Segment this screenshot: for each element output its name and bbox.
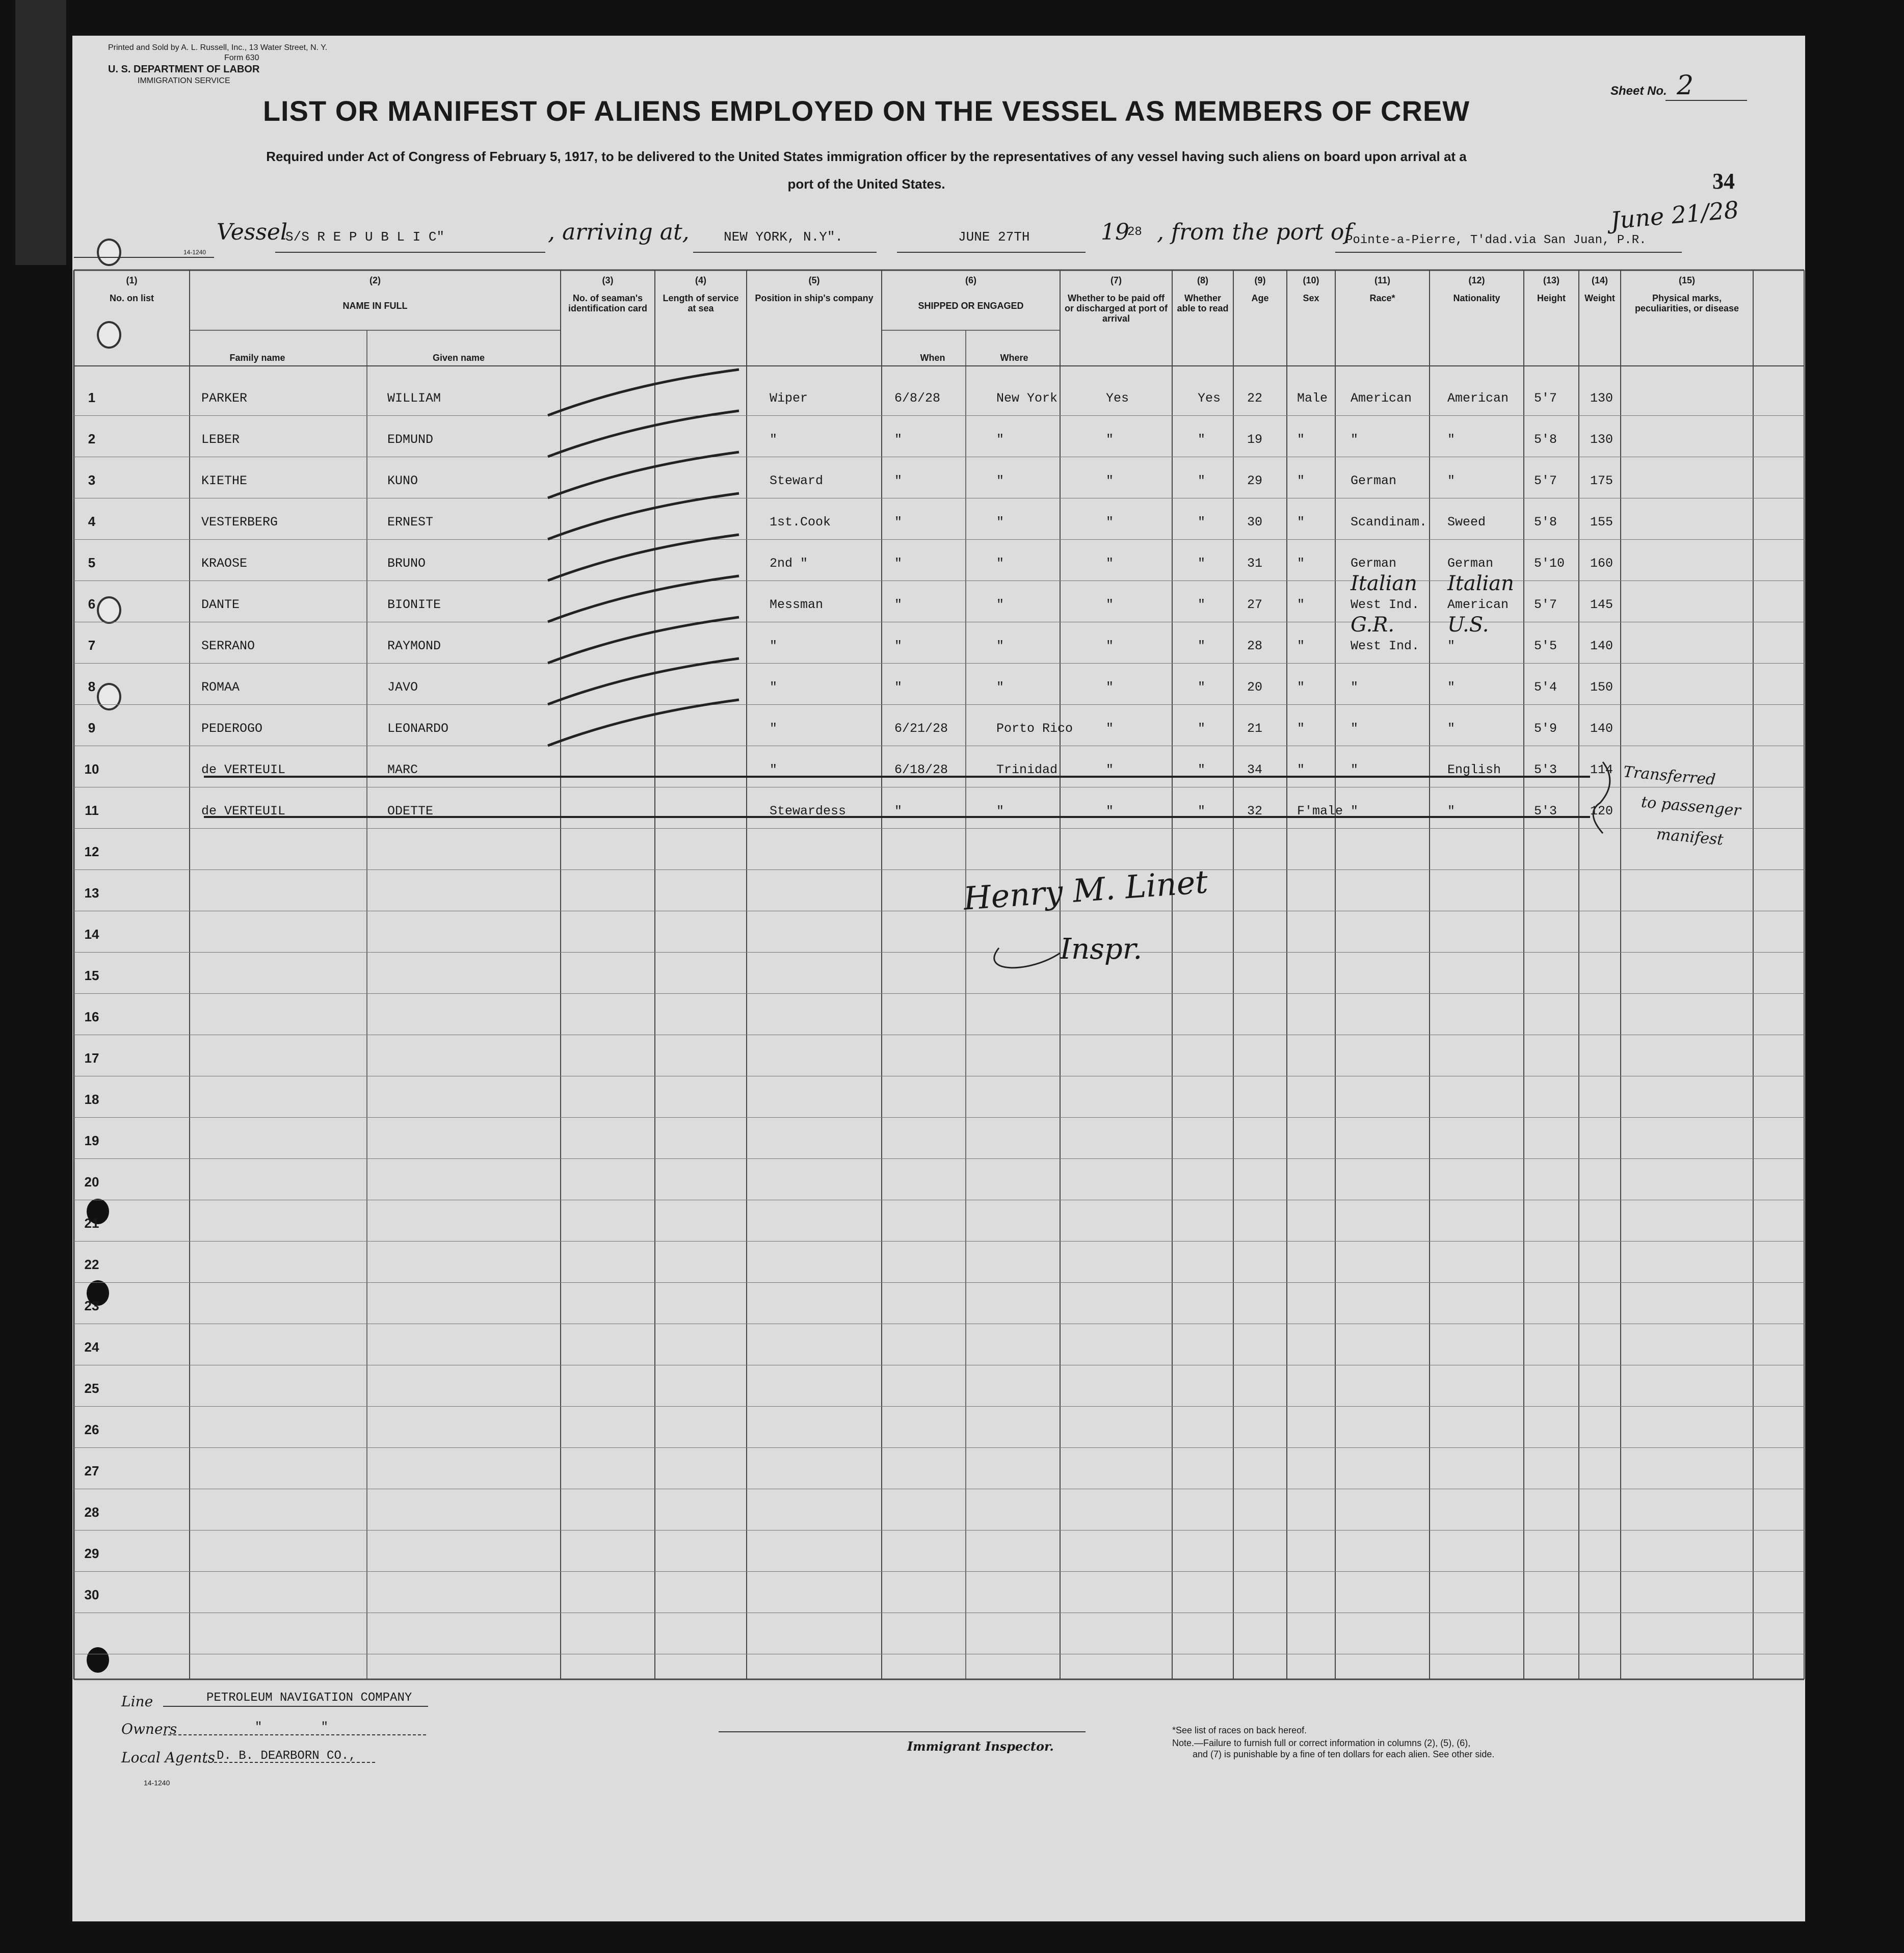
owners-value: " " <box>255 1721 329 1734</box>
cell-where: New York <box>996 391 1058 406</box>
cell-nationality: " <box>1447 680 1456 695</box>
row-number: 29 <box>84 1546 99 1561</box>
cell-race: American <box>1351 391 1412 406</box>
cell-when: " <box>894 556 903 571</box>
cell-family: PEDEROGO <box>201 721 263 736</box>
cell-given: WILLIAM <box>387 391 441 406</box>
cell-nationality: Sweed <box>1447 515 1486 530</box>
cell-weight: 140 <box>1590 639 1614 653</box>
cell-paid: " <box>1106 597 1114 612</box>
cell-age: 20 <box>1247 680 1263 695</box>
cell-position: " <box>770 680 778 695</box>
subhead-when: When <box>920 353 945 363</box>
cell-age: 19 <box>1247 432 1263 447</box>
cell-read: " <box>1198 680 1206 695</box>
column-header: Whether to be paid off or discharged at port of arrival <box>1064 293 1168 324</box>
row-number: 25 <box>84 1381 99 1396</box>
cell-height: 5'3 <box>1534 804 1557 819</box>
cell-read: " <box>1198 473 1206 488</box>
subtitle-line-1: Required under Act of Congress of February 5, 1917, to be delivered to the United States immigration officer by the representatives of any vessel having such aliens on board upon arrival at a <box>266 149 1467 164</box>
row-number: 3 <box>88 472 96 488</box>
cell-paid: " <box>1106 432 1114 447</box>
column-number: (9) <box>1254 275 1266 285</box>
row-number: 21 <box>84 1216 99 1231</box>
cell-paid: " <box>1106 556 1114 571</box>
row-number: 27 <box>84 1463 99 1479</box>
cell-height: 5'3 <box>1534 762 1557 777</box>
cell-family: LEBER <box>201 432 240 447</box>
cell-position: Steward <box>770 473 824 488</box>
column-header: Physical marks, peculiarities, or disease <box>1634 293 1739 313</box>
cell-where: " <box>996 432 1004 447</box>
subhead-family: Family name <box>229 353 285 363</box>
row-number: 15 <box>84 968 99 983</box>
row-number: 30 <box>84 1587 99 1602</box>
column-number: (12) <box>1468 275 1485 285</box>
cell-height: 5'7 <box>1534 391 1557 406</box>
cell-age: 22 <box>1247 391 1263 406</box>
cell-race: German <box>1351 473 1397 488</box>
column-header: Length of service at sea <box>663 293 739 313</box>
agents-value: D. B. DEARBORN CO., <box>217 1749 356 1763</box>
cell-given: EDMUND <box>387 432 434 447</box>
page-number: 34 <box>1712 169 1735 194</box>
inspector-label: Immigrant Inspector. <box>907 1739 1054 1754</box>
form-number: Form 630 <box>224 54 259 62</box>
cell-given: LEONARDO <box>387 721 449 736</box>
cell-where: " <box>996 515 1004 530</box>
cell-age: 28 <box>1247 639 1263 653</box>
column-number: (7) <box>1110 275 1122 285</box>
handwritten-correction: Italian <box>1351 572 1417 595</box>
cell-weight: 114 <box>1590 762 1614 777</box>
column-number: (13) <box>1543 275 1559 285</box>
row-number: 20 <box>84 1174 99 1190</box>
cell-height: 5'8 <box>1534 432 1557 447</box>
cell-age: 29 <box>1247 473 1263 488</box>
column-number: (3) <box>602 275 614 285</box>
column-number: (10) <box>1303 275 1319 285</box>
cell-when: " <box>894 473 903 488</box>
cell-paid: " <box>1106 473 1114 488</box>
cell-family: PARKER <box>201 391 248 406</box>
cell-paid: " <box>1106 639 1114 653</box>
cell-position: " <box>770 721 778 736</box>
cell-when: " <box>894 639 903 653</box>
cell-race: West Ind. <box>1351 597 1420 612</box>
column-header: SHIPPED OR ENGAGED <box>918 301 1024 311</box>
vessel-name: S/S R E P U B L I C" <box>285 229 445 245</box>
column-number: (14) <box>1591 275 1608 285</box>
line-value: PETROLEUM NAVIGATION COMPANY <box>206 1691 412 1705</box>
cell-age: 30 <box>1247 515 1263 530</box>
department: U. S. DEPARTMENT OF LABOR <box>108 64 260 75</box>
cell-read: " <box>1198 721 1206 736</box>
cell-given: KUNO <box>387 473 418 488</box>
row-number: 12 <box>84 844 99 859</box>
column-header: Whether able to read <box>1177 293 1229 313</box>
row-number: 11 <box>85 803 99 818</box>
subhead-given: Given name <box>432 353 485 363</box>
page-title: LIST OR MANIFEST OF ALIENS EMPLOYED ON THE VESSEL AS MEMBERS OF CREW <box>262 95 1470 127</box>
column-number: (1) <box>126 275 138 285</box>
from-label: , from the port of <box>1157 219 1353 245</box>
cell-sex: " <box>1297 639 1305 653</box>
cell-given: BRUNO <box>387 556 426 571</box>
cell-read: " <box>1198 804 1206 819</box>
cell-height: 5'4 <box>1534 680 1557 695</box>
cell-sex: " <box>1297 721 1305 736</box>
cell-where: " <box>996 804 1004 819</box>
column-header: No. of seaman's identification card <box>568 293 648 313</box>
row-number: 6 <box>88 596 96 612</box>
column-number: (6) <box>965 275 976 285</box>
cell-height: 5'5 <box>1534 639 1557 653</box>
cell-age: 27 <box>1247 597 1263 612</box>
cell-weight: 120 <box>1590 804 1614 819</box>
cell-position: " <box>770 762 778 777</box>
cell-nationality: American <box>1447 597 1509 612</box>
cell-family: VESTERBERG <box>201 515 278 530</box>
cell-given: MARC <box>387 762 418 777</box>
row-number: 10 <box>84 761 99 777</box>
arriving-label: , arriving at, <box>548 219 690 245</box>
row-number: 5 <box>88 555 96 570</box>
cell-paid: " <box>1106 515 1114 530</box>
cell-given: BIONITE <box>387 597 441 612</box>
column-number: (11) <box>1374 275 1391 285</box>
cell-when: " <box>894 804 903 819</box>
subtitle-line-2: port of the United States. <box>787 176 945 192</box>
row-number: 28 <box>84 1505 99 1520</box>
cell-nationality: English <box>1447 762 1501 777</box>
column-number: (2) <box>369 275 381 285</box>
cell-paid: Yes <box>1106 391 1129 406</box>
cell-where: Trinidad <box>996 762 1058 777</box>
cell-weight: 130 <box>1590 432 1614 447</box>
row-number: 22 <box>84 1257 99 1272</box>
handwritten-correction: G.R. <box>1351 613 1395 637</box>
cell-height: 5'8 <box>1534 515 1557 530</box>
row-number: 9 <box>88 720 96 735</box>
cell-paid: " <box>1106 762 1114 777</box>
arrival-date: JUNE 27TH <box>958 229 1030 245</box>
column-header: NAME IN FULL <box>342 301 408 311</box>
cell-race: West Ind. <box>1351 639 1420 653</box>
row-number: 18 <box>84 1092 99 1107</box>
cell-age: 32 <box>1247 804 1263 819</box>
small-form-code: 14-1240 <box>183 249 206 256</box>
cell-where: " <box>996 680 1004 695</box>
row-number: 23 <box>84 1298 99 1313</box>
row-number: 8 <box>88 679 96 694</box>
cell-paid: " <box>1106 680 1114 695</box>
cell-read: " <box>1198 432 1206 447</box>
remark-line-2: to passenger <box>1640 793 1742 820</box>
row-number: 13 <box>84 885 99 901</box>
remark-line-1: Transferred <box>1622 763 1716 789</box>
signature-title: Inspr. <box>1060 933 1143 966</box>
column-header: Height <box>1537 293 1566 303</box>
line-label: Line <box>121 1693 153 1710</box>
cell-age: 21 <box>1247 721 1263 736</box>
cell-nationality: American <box>1447 391 1509 406</box>
cell-race: Scandinam. <box>1351 515 1427 530</box>
cell-weight: 155 <box>1590 515 1614 530</box>
cell-read: " <box>1198 556 1206 571</box>
cell-sex: " <box>1297 597 1305 612</box>
column-header: Position in ship's company <box>755 293 874 303</box>
column-header: Weight <box>1584 293 1615 303</box>
cell-when: 6/21/28 <box>894 721 948 736</box>
fine-note-2: and (7) is punishable by a fine of ten dollars for each alien. See other side. <box>1193 1749 1495 1759</box>
cell-sex: " <box>1297 432 1305 447</box>
cell-race: " <box>1351 804 1359 819</box>
cell-family: DANTE <box>201 597 240 612</box>
cell-where: " <box>996 597 1004 612</box>
cell-weight: 160 <box>1590 556 1614 571</box>
cell-height: 5'7 <box>1534 473 1557 488</box>
column-header: Sex <box>1303 293 1319 303</box>
cell-where: Porto Rico <box>996 721 1073 736</box>
cell-height: 5'10 <box>1534 556 1565 571</box>
cell-weight: 140 <box>1590 721 1614 736</box>
cell-sex: " <box>1297 515 1305 530</box>
cell-sex: " <box>1297 473 1305 488</box>
cell-family: ROMAA <box>201 680 240 695</box>
cell-given: ODETTE <box>387 804 434 819</box>
cell-given: RAYMOND <box>387 639 441 653</box>
cell-read: " <box>1198 515 1206 530</box>
cell-when: 6/18/28 <box>894 762 948 777</box>
agents-label: Local Agents <box>121 1749 216 1766</box>
cell-age: 34 <box>1247 762 1263 777</box>
row-number: 16 <box>84 1009 99 1024</box>
column-number: (4) <box>695 275 706 285</box>
cell-paid: " <box>1106 721 1114 736</box>
row-number: 14 <box>84 927 99 942</box>
cell-when: " <box>894 597 903 612</box>
owners-label: Owners <box>121 1721 177 1737</box>
cell-family: KRAOSE <box>201 556 248 571</box>
column-header: Nationality <box>1453 293 1500 303</box>
cell-nationality: German <box>1447 556 1494 571</box>
cell-race: " <box>1351 680 1359 695</box>
handwritten-date: June 21/28 <box>1609 196 1740 234</box>
cell-weight: 150 <box>1590 680 1614 695</box>
cell-where: " <box>996 473 1004 488</box>
cell-nationality: " <box>1447 432 1456 447</box>
cell-nationality: " <box>1447 473 1456 488</box>
cell-height: 5'9 <box>1534 721 1557 736</box>
row-number: 7 <box>88 638 96 653</box>
cell-sex: " <box>1297 556 1305 571</box>
cell-position: " <box>770 432 778 447</box>
cell-nationality: " <box>1447 639 1456 653</box>
year-suffix: 28 <box>1127 225 1142 239</box>
cell-race: German <box>1351 556 1397 571</box>
cell-position: Stewardess <box>770 804 847 819</box>
row-number: 4 <box>88 514 96 529</box>
cell-sex: " <box>1297 762 1305 777</box>
cell-position: 2nd " <box>770 556 808 571</box>
handwritten-correction: Italian <box>1447 572 1514 595</box>
cell-given: ERNEST <box>387 515 434 530</box>
cell-paid: " <box>1106 804 1114 819</box>
cell-sex: Male <box>1297 391 1328 406</box>
row-number: 2 <box>88 431 96 446</box>
cell-when: " <box>894 680 903 695</box>
cell-weight: 130 <box>1590 391 1614 406</box>
cell-given: JAVO <box>387 680 418 695</box>
cell-when: " <box>894 515 903 530</box>
cell-position: Wiper <box>770 391 808 406</box>
sheet-label: Sheet No. <box>1610 84 1667 98</box>
cell-when: " <box>894 432 903 447</box>
cell-weight: 145 <box>1590 597 1614 612</box>
remark-line-3: manifest <box>1655 825 1724 849</box>
cell-age: 31 <box>1247 556 1263 571</box>
arriving-port: NEW YORK, N.Y". <box>724 229 843 245</box>
cell-position: 1st.Cook <box>770 515 831 530</box>
cell-family: de VERTEUIL <box>201 762 286 777</box>
cell-race: " <box>1351 432 1359 447</box>
cell-family: KIETHE <box>201 473 248 488</box>
cell-nationality: " <box>1447 804 1456 819</box>
column-number: (15) <box>1678 275 1695 285</box>
column-number: (8) <box>1197 275 1208 285</box>
cell-race: " <box>1351 721 1359 736</box>
column-header: No. on list <box>110 293 154 303</box>
cell-family: SERRANO <box>201 639 255 653</box>
cell-weight: 175 <box>1590 473 1614 488</box>
printer-line: Printed and Sold by A. L. Russell, Inc., 13 Water Street, N. Y. <box>108 43 328 52</box>
cell-read: " <box>1198 762 1206 777</box>
subhead-where: Where <box>1000 353 1028 363</box>
fine-note-1: Note.—Failure to furnish full or correct information in columns (2), (5), (6), <box>1172 1738 1471 1748</box>
column-header: Race* <box>1369 293 1395 303</box>
cell-race: " <box>1351 762 1359 777</box>
cell-position: Messman <box>770 597 824 612</box>
cell-when: 6/8/28 <box>894 391 941 406</box>
signature-name: Henry M. Linet <box>962 863 1209 917</box>
cell-where: " <box>996 639 1004 653</box>
cell-read: Yes <box>1198 391 1221 406</box>
cell-family: de VERTEUIL <box>201 804 286 819</box>
cell-position: " <box>770 639 778 653</box>
sheet-number: 2 <box>1677 70 1694 101</box>
column-header: Age <box>1251 293 1269 303</box>
footer-form-code: 14-1240 <box>144 1779 170 1787</box>
row-number: 1 <box>88 390 96 405</box>
row-number: 26 <box>84 1422 99 1437</box>
races-note: *See list of races on back hereof. <box>1172 1725 1307 1735</box>
cell-sex: " <box>1297 680 1305 695</box>
cell-read: " <box>1198 597 1206 612</box>
handwritten-correction: U.S. <box>1447 613 1489 637</box>
cell-read: " <box>1198 639 1206 653</box>
row-number: 17 <box>84 1050 99 1066</box>
cell-sex: F'male <box>1297 804 1343 819</box>
column-number: (5) <box>808 275 820 285</box>
vessel-label: Vessel <box>217 219 288 245</box>
row-number: 24 <box>84 1339 99 1355</box>
row-number: 19 <box>84 1133 99 1148</box>
service: IMMIGRATION SERVICE <box>138 76 230 85</box>
cell-height: 5'7 <box>1534 597 1557 612</box>
from-port: Pointe-a-Pierre, T'dad.via San Juan, P.R. <box>1345 233 1647 247</box>
cell-nationality: " <box>1447 721 1456 736</box>
year-prefix: 19 <box>1101 219 1129 245</box>
cell-where: " <box>996 556 1004 571</box>
